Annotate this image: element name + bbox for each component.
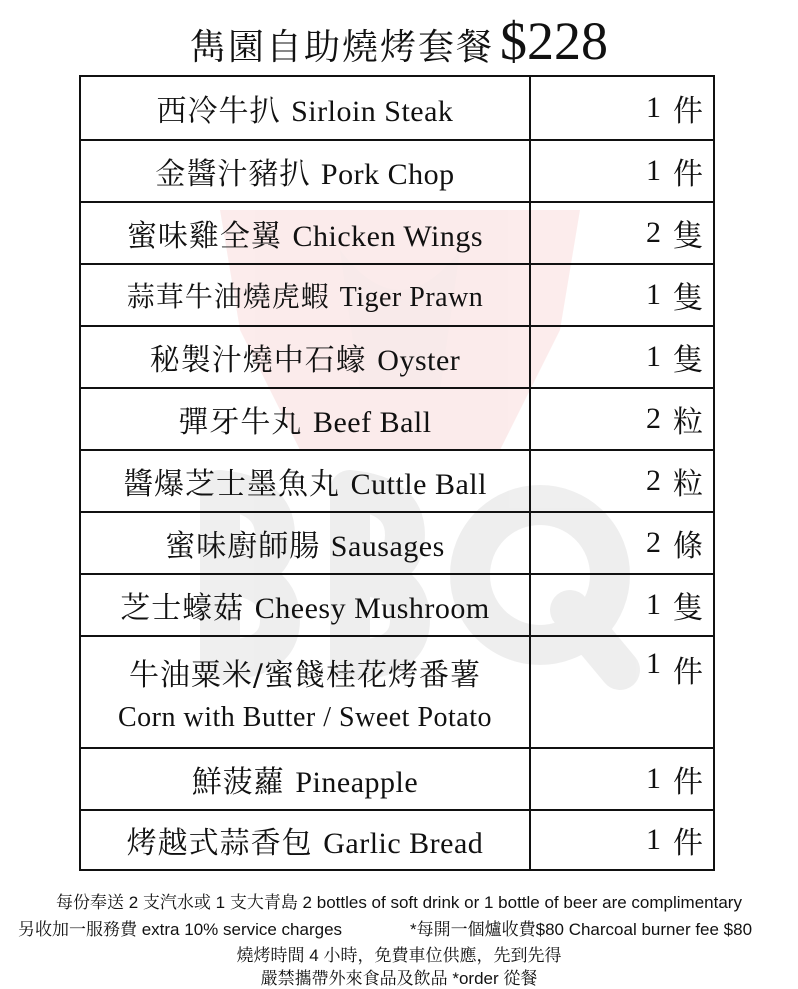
set-price: $228 [500, 11, 608, 71]
item-qty [531, 327, 713, 387]
qty-number: 2 [646, 464, 661, 497]
item-name-zh: 芝士蠔菇 [120, 591, 245, 626]
item-qty [531, 141, 713, 201]
item-name-en: Cuttle Ball [350, 468, 487, 501]
item-name-en: Corn with Butter / Sweet Potato [117, 702, 493, 733]
item-name-zh: 蜜味廚師腸 [165, 529, 321, 564]
qty-number: 1 [646, 278, 661, 311]
item-name-en: Beef Ball [312, 406, 432, 439]
qty-number: 2 [646, 526, 661, 559]
item-name [81, 389, 531, 449]
qty-unit: 件 [673, 157, 703, 192]
item-name-zh: 彈牙牛丸 [178, 405, 303, 440]
burner-fee-note: *每開一個爐收費$80 Charcoal burner fee $80 [410, 920, 753, 939]
set-name: 雋園自助燒烤套餐 [189, 27, 494, 68]
qty-number: 1 [646, 340, 661, 373]
item-name [81, 141, 531, 201]
qty-unit: 粒 [673, 405, 703, 440]
qty-unit: 隻 [673, 219, 703, 254]
qty-unit: 隻 [673, 343, 703, 378]
footer-bbq-time: 燒烤時間 4 小時，免費車位供應，先到先得 [236, 946, 562, 965]
qty-unit: 件 [673, 765, 703, 800]
item-qty [531, 811, 713, 869]
qty-unit: 條 [673, 529, 703, 564]
menu-table [79, 75, 715, 871]
item-name [81, 203, 531, 263]
item-qty [531, 575, 713, 635]
item-name [81, 575, 531, 635]
item-name-zh: 蜜味雞全翼 [126, 219, 282, 254]
item-qty [531, 749, 713, 809]
qty-unit: 粒 [673, 467, 703, 502]
menu-row [81, 511, 713, 573]
item-name [81, 811, 531, 869]
item-name-en: Oyster [377, 344, 461, 377]
menu-title [0, 10, 798, 72]
item-name-zh: 蒜茸牛油燒虎蝦 [126, 280, 330, 313]
item-name-zh: 醬爆芝士墨魚丸 [123, 467, 341, 502]
item-qty [531, 513, 713, 573]
service-charge-note: 另收加一服務費 extra 10% service charges [18, 920, 343, 939]
item-name-en: Pork Chop [320, 158, 455, 191]
item-name [81, 513, 531, 573]
item-name-en: Sausages [330, 530, 445, 563]
item-qty [531, 451, 713, 511]
qty-number: 2 [646, 216, 661, 249]
qty-number: 1 [646, 91, 661, 124]
item-name [81, 327, 531, 387]
qty-unit: 件 [673, 826, 703, 861]
item-name-en: Cheesy Mushroom [254, 592, 490, 625]
qty-unit: 隻 [673, 281, 703, 316]
qty-unit: 件 [673, 655, 703, 690]
qty-unit: 隻 [673, 591, 703, 626]
menu-row [81, 201, 713, 263]
item-name-en: Chicken Wings [292, 220, 484, 253]
qty-number: 1 [646, 647, 661, 680]
item-name [81, 265, 531, 325]
item-name [81, 637, 531, 747]
menu-row [81, 809, 713, 869]
item-name-zh: 鮮菠蘿 [191, 765, 285, 800]
item-qty [531, 77, 713, 139]
item-name-zh: 烤越式蒜香包 [126, 826, 313, 861]
item-name-en: Sirloin Steak [291, 95, 454, 128]
qty-number: 2 [646, 402, 661, 435]
menu-row [81, 139, 713, 201]
item-qty [531, 265, 713, 325]
menu-row [81, 573, 713, 635]
menu-row [81, 387, 713, 449]
qty-number: 1 [646, 762, 661, 795]
menu-row [81, 263, 713, 325]
item-name [81, 749, 531, 809]
footer-no-outside-food: 嚴禁攜帶外來食品及飲品 *order 從餐 [260, 969, 538, 988]
menu-row [81, 747, 713, 809]
qty-unit: 件 [673, 94, 703, 129]
item-name [81, 451, 531, 511]
item-name-zh: 秘製汁燒中石蠔 [149, 343, 367, 378]
qty-number: 1 [646, 154, 661, 187]
item-name-zh: 西冷牛扒 [156, 94, 281, 129]
item-name-en: Pineapple [295, 766, 419, 799]
item-name-zh: 金醬汁豬扒 [155, 157, 311, 192]
menu-row [81, 325, 713, 387]
menu-row [81, 449, 713, 511]
qty-number: 1 [646, 588, 661, 621]
item-name-en: Garlic Bread [323, 827, 484, 860]
qty-number: 1 [646, 823, 661, 856]
item-qty [531, 389, 713, 449]
item-qty [531, 637, 713, 747]
item-qty [531, 203, 713, 263]
item-name-zh: 牛油粟米/蜜餞桂花烤番薯 [128, 658, 482, 693]
menu-row [81, 635, 713, 747]
item-name [81, 77, 531, 139]
menu-row [81, 77, 713, 139]
footer-complimentary-drinks: 每份奉送 2 支汽水或 1 支大青島 2 bottles of soft drink or 1 bottle of beer are complimentary [56, 893, 742, 912]
item-name-en: Tiger Prawn [339, 282, 484, 313]
